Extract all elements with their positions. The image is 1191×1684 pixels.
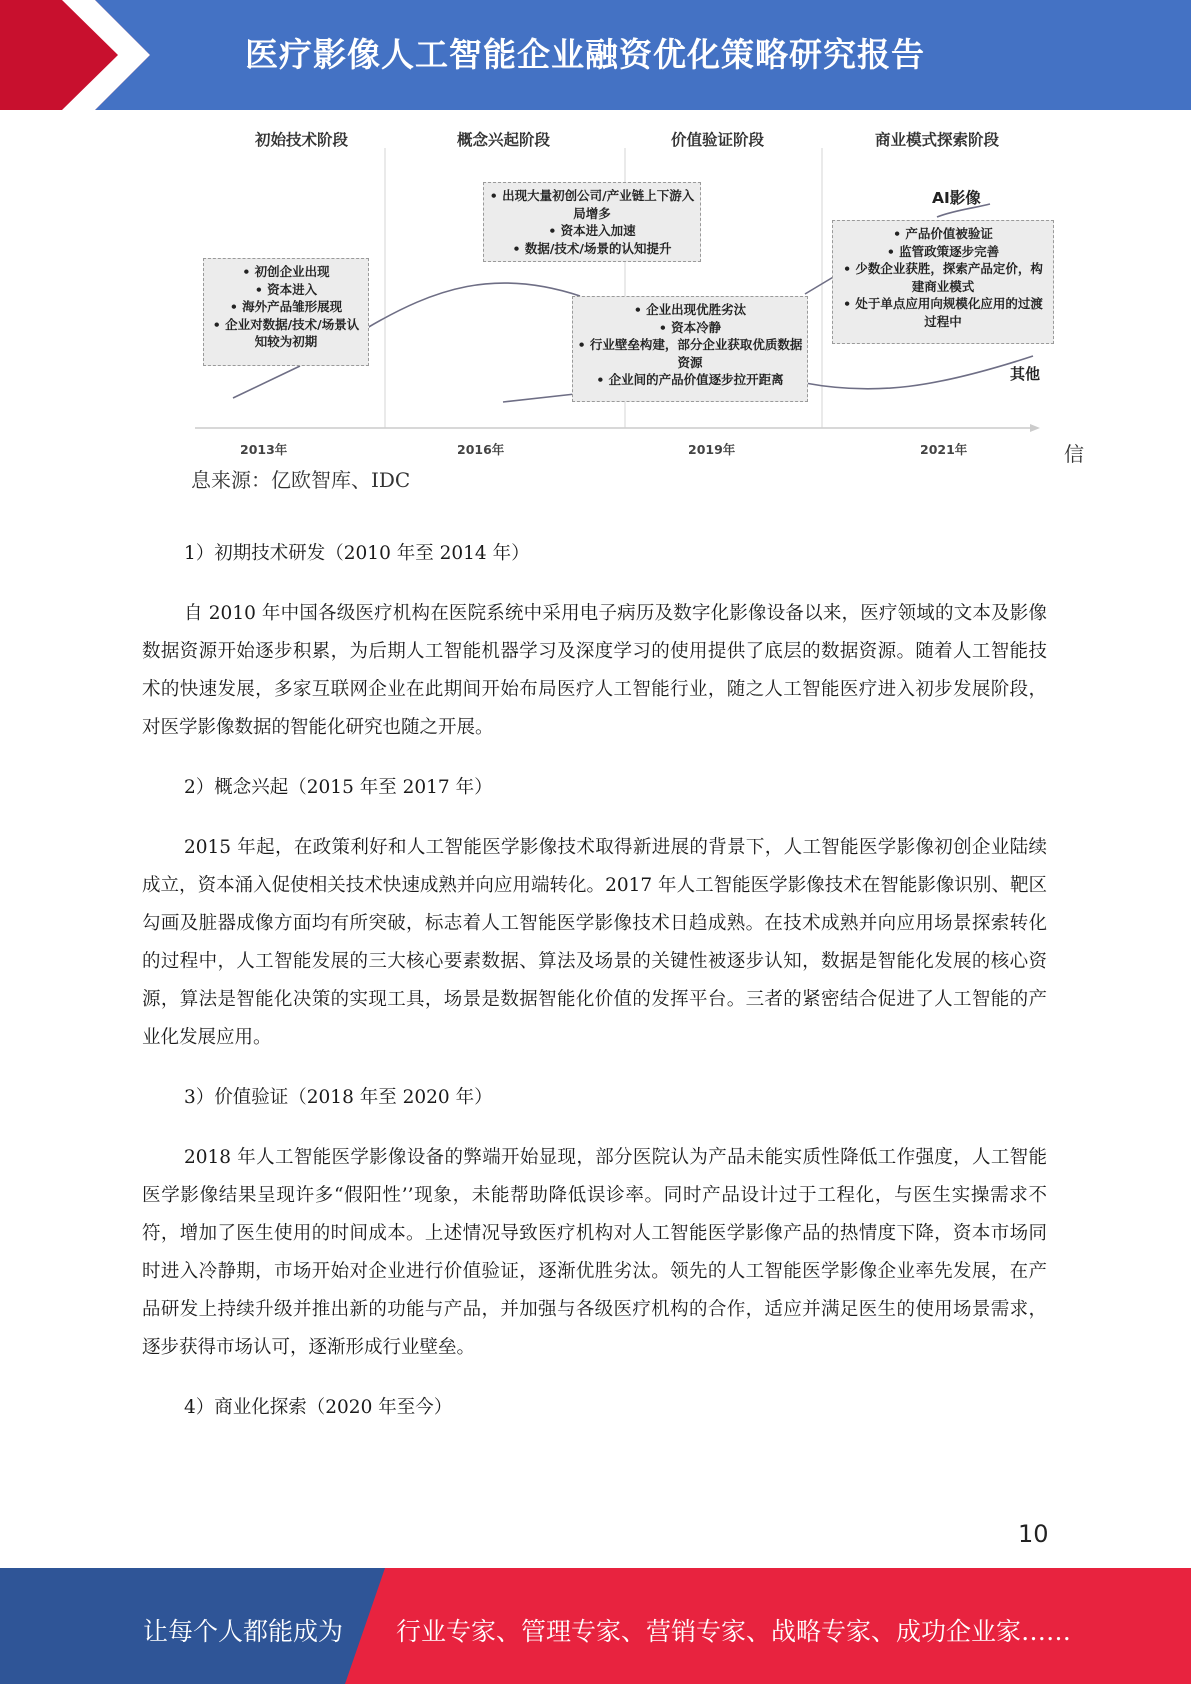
note-item: • 出现大量初创公司/产业链上下游入局增多 bbox=[488, 187, 696, 222]
section-paragraph: 2018 年人工智能医学影像设备的弊端开始显现，部分医院认为产品未能实质性降低工作强度，人工智能医学影像结果呈现许多“假阳性’’现象，未能帮助降低误诊率。同时产品设计过于工程化，与医生实操需求不符，增加了医生使用的时间成本。上述情况导致医疗机构对人工智能医学影像产品的热情度下降，资本市场同时进入冷静期，市场开始对企业进行价值验证，逐渐优胜劣汰。领先的人工智能医学影像企业率先发展，在产品研发上持续升级并推出新的功能与产品，并加强与各级医疗机构的合作，适应并满足医生的使用场景需求，逐步获得市场认可，逐渐形成行业壁垒。 bbox=[142, 1147, 1047, 1358]
curve-label-other: 其他 bbox=[1010, 365, 1041, 383]
note-item: • 资本冷静 bbox=[577, 319, 803, 337]
note-item: • 行业壁垒构建，部分企业获取优质数据资源 bbox=[577, 336, 803, 371]
note-item: • 企业出现优胜劣汰 bbox=[577, 301, 803, 319]
note-box-value bbox=[572, 296, 808, 402]
year-label: 2013年 bbox=[240, 442, 288, 457]
year-label: 2021年 bbox=[920, 442, 968, 457]
note-item: • 处于单点应用向规模化应用的过渡过程中 bbox=[837, 295, 1049, 330]
page-number: 10 bbox=[1018, 1520, 1049, 1548]
section-heading: 2）概念兴起（2015 年至 2017 年） bbox=[184, 777, 493, 798]
note-item: • 少数企业获胜，探索产品定价，构建商业模式 bbox=[837, 260, 1049, 295]
note-box-business bbox=[832, 220, 1054, 344]
document-body bbox=[142, 535, 1047, 1427]
note-box-initial bbox=[203, 258, 369, 366]
curve-label-ai: AI影像 bbox=[932, 189, 981, 207]
source-note: 息来源：亿欧智库、IDC bbox=[191, 468, 411, 492]
header-arrow-shape bbox=[0, 0, 160, 110]
note-item: • 企业对数据/技术/场景认知较为初期 bbox=[208, 316, 364, 351]
year-label: 2019年 bbox=[688, 442, 736, 457]
note-item: • 资本进入加速 bbox=[488, 222, 696, 240]
stage-label-concept: 概念兴起阶段 bbox=[457, 130, 551, 149]
stage-label-value: 价值验证阶段 bbox=[671, 130, 765, 149]
report-title: 医疗影像人工智能企业融资优化策略研究报告 bbox=[245, 35, 925, 74]
section-paragraph: 2015 年起，在政策利好和人工智能医学影像技术取得新进展的背景下，人工智能医学影像初创企业陆续成立，资本涌入促使相关技术快速成熟并向应用端转化。2017 年人工智能医学影像技术在智能影像识别、靶区勾画及脏器成像方面均有所突破，标志着人工智能医学影像技术日趋成熟。在技术成熟并向应用场景探索转化的过程中，人工智能发展的三大核心要素数据、算法及场景的关键性被逐步认知，数据是智能化发展的核心资源，算法是智能化决策的实现工具，场景是数据智能化价值的发挥平台。三者的紧密结合促进了人工智能的产业化发展应用。 bbox=[142, 837, 1047, 1048]
stage-label-business: 商业模式探索阶段 bbox=[875, 130, 1000, 149]
header-banner bbox=[0, 0, 1191, 110]
note-item: • 数据/技术/场景的认知提升 bbox=[488, 240, 696, 258]
note-item: • 监管政策逐步完善 bbox=[837, 243, 1049, 261]
note-item: • 企业间的产品价值逐步拉开距离 bbox=[577, 371, 803, 389]
note-item: • 初创企业出现 bbox=[208, 263, 364, 281]
stage-label-initial: 初始技术阶段 bbox=[255, 130, 349, 149]
section-heading: 4）商业化探索（2020 年至今） bbox=[184, 1397, 453, 1418]
timeline-figure bbox=[195, 118, 1095, 458]
year-label: 2016年 bbox=[457, 442, 505, 457]
note-item: • 海外产品雏形展现 bbox=[208, 298, 364, 316]
source-prefix: 信 bbox=[1064, 442, 1084, 466]
section-heading: 1）初期技术研发（2010 年至 2014 年） bbox=[184, 543, 530, 564]
section-heading: 3）价值验证（2018 年至 2020 年） bbox=[184, 1087, 493, 1108]
section-paragraph: 自 2010 年中国各级医疗机构在医院系统中采用电子病历及数字化影像设备以来，医疗领域的文本及影像数据资源开始逐步积累，为后期人工智能机器学习及深度学习的使用提供了底层的数据资源。随着人工智能技术的快速发展，多家互联网企业在此期间开始布局医疗人工智能行业，随之人工智能医疗进入初步发展阶段，对医学影像数据的智能化研究也随之开展。 bbox=[142, 603, 1047, 738]
note-item: • 资本进入 bbox=[208, 281, 364, 299]
footer-slogan-right: 行业专家、管理专家、营销专家、战略专家、成功企业家…… bbox=[396, 1617, 1072, 1646]
footer-slogan-left: 让每个人都能成为 bbox=[143, 1617, 344, 1646]
note-item: • 产品价值被验证 bbox=[837, 225, 1049, 243]
note-box-concept bbox=[483, 182, 701, 262]
